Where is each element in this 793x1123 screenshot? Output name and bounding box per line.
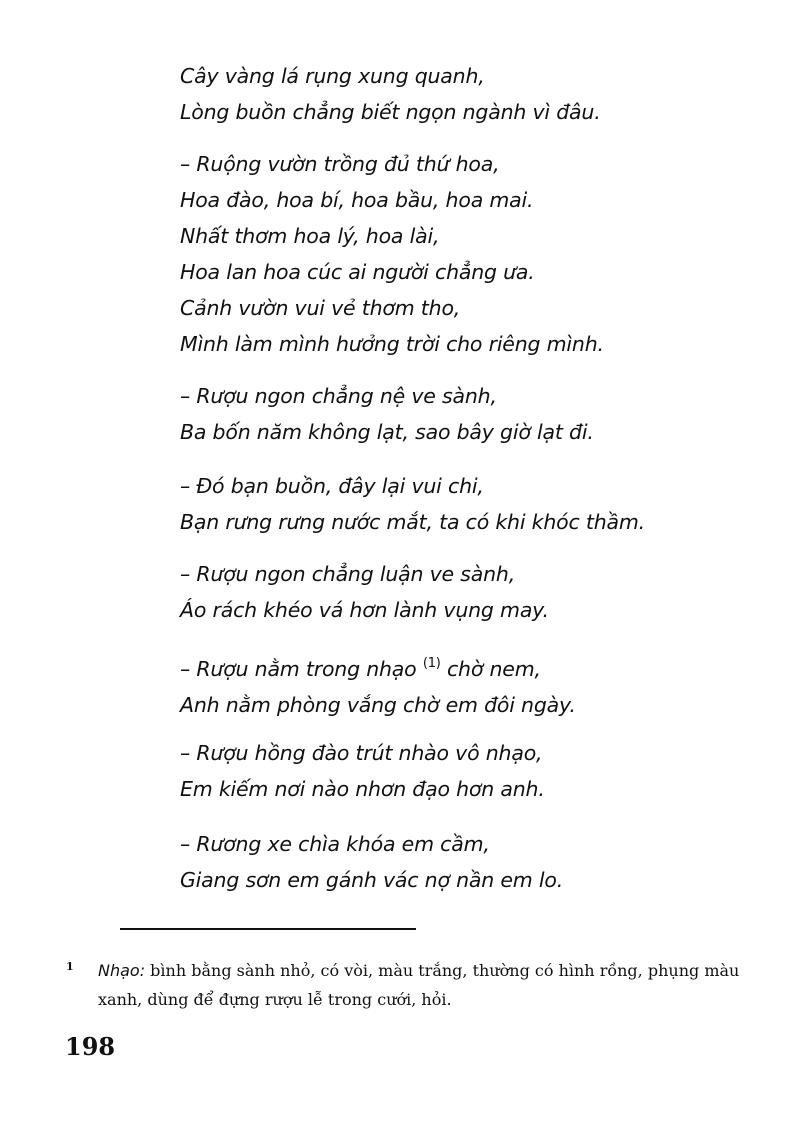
verse-line: – Đó bạn buồn, đây lại vui chi, [180, 474, 484, 498]
stanza-1 [180, 58, 760, 130]
footnote-reference: (1) [422, 656, 441, 671]
footnote-term: Nhạo: [98, 961, 146, 980]
stanza-6 [180, 646, 760, 723]
verse-line: – Rượu ngon chẳng nệ ve sành, [180, 384, 497, 408]
verse-line: Giang sơn em gánh vác nợ nần em lo. [180, 868, 564, 892]
verse-text: chờ nem, [440, 657, 541, 681]
verse-line: – Ruộng vườn trồng đủ thứ hoa, [180, 152, 500, 176]
verse-line: Hoa lan hoa cúc ai người chẳng ưa. [180, 260, 535, 284]
verse-line: Nhất thơm hoa lý, hoa lài, [180, 224, 440, 248]
footnote-body [98, 956, 756, 1014]
verse-line: – Rượu hồng đào trút nhào vô nhạo, [180, 741, 543, 765]
stanza-7 [180, 735, 760, 807]
stanza-3 [180, 378, 760, 450]
verse-line [180, 646, 760, 687]
footnote-number: 1 [66, 960, 74, 973]
stanza-5 [180, 556, 760, 628]
verse-line: Cây vàng lá rụng xung quanh, [180, 64, 485, 88]
verse-line: Mình làm mình hưởng trời cho riêng mình. [180, 332, 604, 356]
verse-line: Áo rách khéo vá hơn lành vụng may. [180, 598, 549, 622]
verse-line: Lòng buồn chẳng biết ngọn ngành vì đâu. [180, 100, 601, 124]
footnote-divider [120, 928, 416, 930]
stanza-4 [180, 468, 760, 540]
verse-line: – Rượu ngon chẳng luận ve sành, [180, 562, 516, 586]
verse-text: – Rượu nằm trong nhạo [180, 657, 423, 681]
stanza-8 [180, 826, 760, 898]
footnote-text: bình bằng sành nhỏ, có vòi, màu trắng, thường có hình rồng, phụng màu xanh, dùng để đựng rượu lễ trong cưới, hỏi. [98, 961, 740, 1009]
verse-line: Ba bốn năm không lạt, sao bây giờ lạt đi. [180, 420, 594, 444]
verse-line: – Rương xe chìa khóa em cầm, [180, 832, 490, 856]
verse-line: Anh nằm phòng vắng chờ em đôi ngày. [180, 693, 576, 717]
footnote [66, 956, 756, 1014]
verse-line: Cảnh vườn vui vẻ thơm tho, [180, 296, 461, 320]
verse-line: Em kiếm nơi nào nhơn đạo hơn anh. [180, 777, 545, 801]
verse-line: Bạn rưng rưng nước mắt, ta có khi khóc thầm. [180, 510, 645, 534]
stanza-2 [180, 146, 760, 362]
verse-line: Hoa đào, hoa bí, hoa bầu, hoa mai. [180, 188, 534, 212]
page-number: 198 [65, 1032, 116, 1061]
